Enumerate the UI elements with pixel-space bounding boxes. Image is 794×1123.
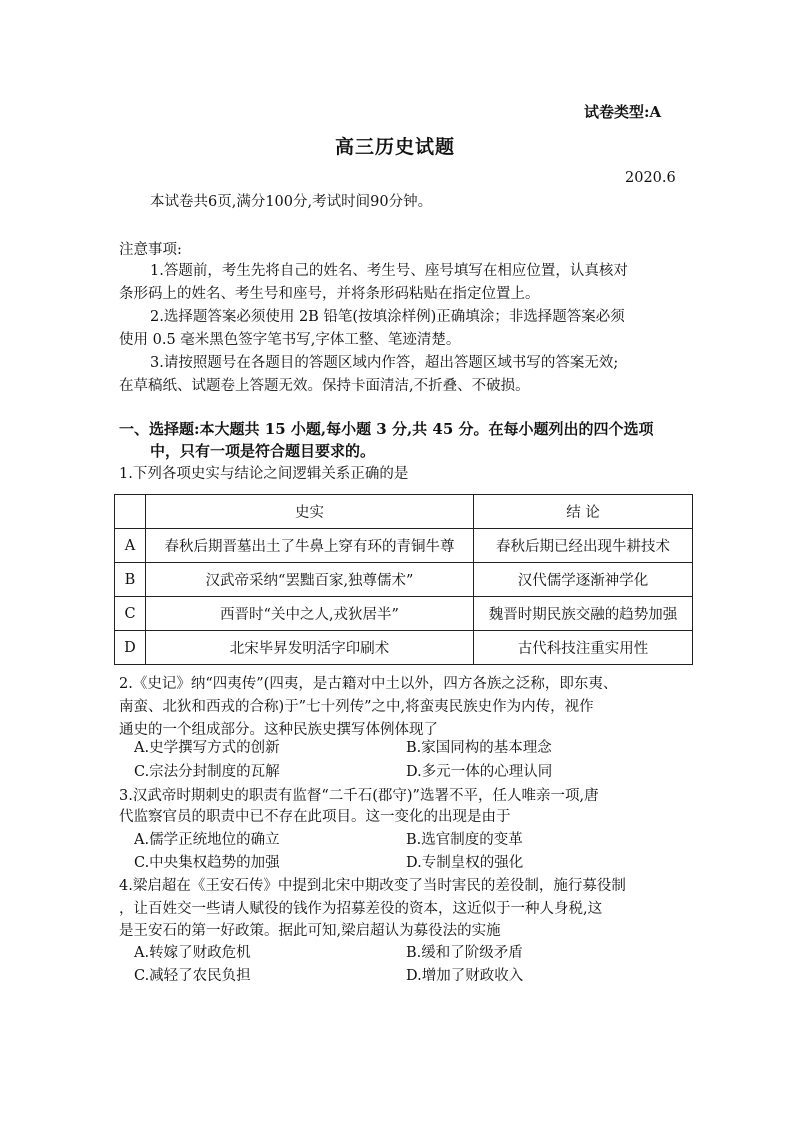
option-d: D.增加了财政收入 bbox=[406, 968, 524, 984]
table-header-cell: 结 论 bbox=[474, 495, 693, 529]
note-line: 1.答题前，考生先将自己的姓名、考生号、座号填写在相应位置，认真核对 bbox=[150, 263, 628, 279]
conclusion-cell: 魏晋时期民族交融的趋势加强 bbox=[474, 597, 693, 631]
row-label: A bbox=[115, 529, 146, 563]
option-d: D.多元一体的心理认同 bbox=[406, 764, 553, 780]
option-c: C.宗法分封制度的瓦解 bbox=[134, 764, 280, 780]
note-line: 条形码上的姓名、考生号和座号，并将条形码粘贴在指定位置上。 bbox=[119, 286, 540, 302]
fact-cell: 汉武帝采纳“罢黜百家,独尊儒术” bbox=[146, 563, 474, 597]
option-d: D.专制皇权的强化 bbox=[406, 855, 524, 871]
question-2-stem: 2.《史记》纳“四夷传”(四夷，是古籍对中土以外，四方各族之泛称，即东夷、 bbox=[119, 676, 618, 692]
conclusion-cell: 古代科技注重实用性 bbox=[474, 631, 693, 665]
row-label: B bbox=[115, 563, 146, 597]
table-row bbox=[115, 563, 693, 597]
table-header-row bbox=[115, 495, 693, 529]
note-line: 3.请按照题号在各题目的答题区域内作答，超出答题区域书写的答案无效; bbox=[150, 355, 619, 371]
option-a: A.转嫁了财政危机 bbox=[134, 945, 251, 961]
page-title: 高三历史试题 bbox=[335, 136, 456, 158]
conclusion-cell: 汉代儒学逐渐神学化 bbox=[474, 563, 693, 597]
section-heading: 一、选择题:本大题共 15 小题,每小题 3 分,共 45 分。在每小题列出的四个选项 bbox=[119, 420, 654, 438]
question-4-stem: 是王安石的第一好政策。据此可知,梁启超认为募役法的实施 bbox=[119, 923, 501, 939]
question-1-table bbox=[114, 494, 693, 665]
table-row bbox=[115, 631, 693, 665]
option-c: C.减轻了农民负担 bbox=[134, 968, 251, 984]
note-line: 使用 0.5 毫米黑色签字笔书写,字体工整、笔迹清楚。 bbox=[119, 332, 461, 348]
option-a: A.史学撰写方式的创新 bbox=[134, 740, 280, 756]
row-label: C bbox=[115, 597, 146, 631]
question-3-stem: 3.汉武帝时期刺史的职责有监督“二千石(郡守)”选署不平，任人唯亲一项,唐 bbox=[119, 788, 599, 804]
note-line: 在草稿纸、试题卷上答题无效。保持卡面清洁,不折叠、不破损。 bbox=[119, 378, 530, 394]
table-header-cell: 史实 bbox=[146, 495, 474, 529]
fact-cell: 春秋后期晋墓出土了牛鼻上穿有环的青铜牛尊 bbox=[146, 529, 474, 563]
conclusion-cell: 春秋后期已经出现牛耕技术 bbox=[474, 529, 693, 563]
option-b: B.缓和了阶级矛盾 bbox=[406, 945, 523, 961]
notes-heading: 注意事项: bbox=[119, 242, 182, 258]
option-c: C.中央集权趋势的加强 bbox=[134, 855, 280, 871]
fact-cell: 西晋时“关中之人,戎狄居半” bbox=[146, 597, 474, 631]
fact-cell: 北宋毕昇发明活字印刷术 bbox=[146, 631, 474, 665]
table-row bbox=[115, 597, 693, 631]
option-b: B.家国同构的基本理念 bbox=[406, 740, 552, 756]
option-b: B.选官制度的变革 bbox=[406, 832, 523, 848]
question-2-stem: 通史的一个组成部分。这种民族史撰写体例体现了 bbox=[119, 722, 438, 738]
row-label: D bbox=[115, 631, 146, 665]
note-line: 2.选择题答案必须使用 2B 铅笔(按填涂样例)正确填涂；非选择题答案必须 bbox=[150, 309, 625, 325]
table-row bbox=[115, 529, 693, 563]
question-1-stem: 1.下列各项史实与结论之间逻辑关系正确的是 bbox=[119, 466, 409, 482]
exam-intro: 本试卷共6页,满分100分,考试时间90分钟。 bbox=[150, 194, 433, 210]
section-heading-cont: 中，只有一项是符合题目要求的。 bbox=[150, 442, 376, 460]
question-4-stem: 4.梁启超在《王安石传》中提到北宋中期改变了当时害民的差役制，施行募役制 bbox=[119, 878, 626, 894]
question-4-stem: ，让百姓交一些请人赋役的钱作为招募差役的资本，这近似于一种人身税,这 bbox=[119, 901, 603, 917]
option-a: A.儒学正统地位的确立 bbox=[134, 832, 280, 848]
table-header-cell bbox=[115, 495, 146, 529]
exam-date: 2020.6 bbox=[625, 170, 676, 186]
paper-type-label: 试卷类型:A bbox=[584, 103, 662, 121]
question-2-stem: 南蛮、北狄和西戎的合称)于”七十列传”之中,将蛮夷民族史作为内传，视作 bbox=[119, 699, 594, 715]
question-3-stem: 代监察官员的职责中已不存在此项目。这一变化的出现是由于 bbox=[119, 809, 511, 825]
